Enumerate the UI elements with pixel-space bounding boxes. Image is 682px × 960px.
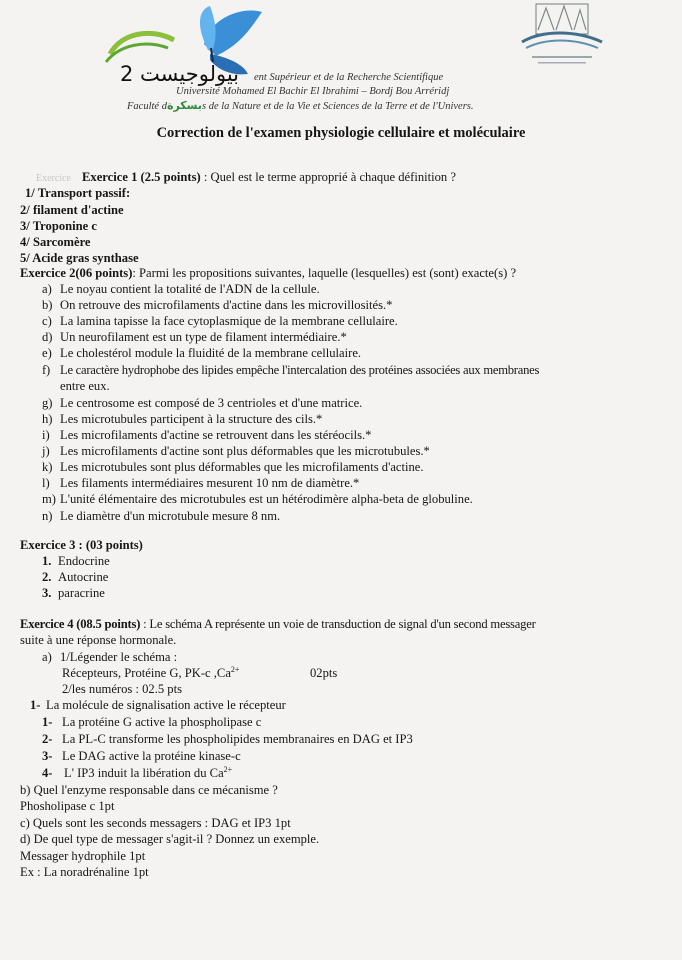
ex1-heading: Exercice 1 (2.5 points) [82, 170, 201, 184]
ex4-heading-line [20, 617, 536, 632]
ex1-answer: 2/ filament d'actine [20, 203, 124, 217]
list-item: c) La lamina tapisse la face cytoplasmique de la membrane cellulaire. [42, 314, 398, 328]
ex2-question: : Parmi les propositions suivantes, laquelle (lesquelles) est (sont) exacte(s) ? [132, 266, 517, 280]
list-item: d) Un neurofilament est un type de filament intermédiaire.* [42, 330, 347, 344]
ex1-answer: 3/ Troponine c [20, 219, 97, 233]
list-item: 1. Endocrine [42, 554, 110, 568]
university-building-icon [516, 0, 608, 70]
brand-arabic-text: بيولوجيست 2 [120, 62, 240, 86]
list-item: 2. Autocrine [42, 570, 109, 584]
list-item: i) Les microfilaments d'actine se retrouvent dans les stéréocils.* [42, 428, 372, 442]
list-item: a) Le noyau contient la totalité de l'ADN de la cellule. [42, 282, 320, 296]
ex1-heading-line [82, 170, 456, 185]
list-item: b) On retrouve des microfilaments d'actine dans les microvillosités.* [42, 298, 393, 312]
header-ministry: ent Supérieur et de la Recherche Scientifique [254, 72, 444, 83]
header-faculty [127, 99, 474, 112]
ex4-b-question: b) Quel l'enzyme responsable dans ce mécanisme ? [20, 783, 278, 797]
ex4-heading: Exercice 4 (08.5 points) [20, 617, 141, 631]
list-item: entre eux. [60, 379, 110, 393]
university-logo [516, 0, 608, 70]
list-item: 1- La molécule de signalisation active le récepteur [30, 698, 286, 712]
ex3-heading: Exercice 3 : (03 points) [20, 538, 143, 552]
ex1-answer: 4/ Sarcomère [20, 235, 91, 249]
ex2-heading: Exercice 2(06 points) [20, 266, 133, 280]
ex4-a-numbers: 2/les numéros : 02.5 pts [62, 682, 182, 696]
list-item: 3. paracrine [42, 586, 105, 600]
list-item: 4- L' IP3 induit la libération du $Ca^{2+}$ [42, 765, 233, 780]
list-item: m) L'unité élémentaire des microtubules est un hétérodimère alpha-beta de globuline. [42, 492, 473, 506]
ex2-heading-line [20, 266, 516, 281]
list-item: k) Les microtubules sont plus déformables que les microfilaments d'actine. [42, 460, 424, 474]
ex4-a-question: a) 1/Légender le schéma : [42, 650, 178, 664]
ex1-answer: 5/ Acide gras synthase [20, 251, 139, 265]
ex4-d-answer: Messager hydrophile 1pt [20, 849, 146, 863]
list-item: 1- La protéine G active la phospholipase c [42, 715, 262, 729]
ex1-answer: 1/ Transport passif: [25, 186, 131, 200]
list-item: 2- La PL-C transforme les phospholipides membranaires en DAG et IP3 [42, 732, 413, 746]
ex4-a-legend: Récepteurs, Protéine G, PK-c $,Ca^{2+}$ [62, 665, 240, 680]
ex4-intro-cont: suite à une réponse hormonale. [20, 633, 177, 647]
ex4-d-question: d) De quel type de messager s'agit-il ? Donnez un exemple. [20, 832, 320, 846]
list-item: n) Le diamètre d'un microtubule mesure 8 nm. [42, 509, 281, 523]
ex4-intro: : Le schéma A représente un voie de transduction de signal d'un second messager [140, 617, 536, 631]
header-faculty-text: s de la Nature et de la Vie et Sciences de la Terre et de l'Univers. [202, 101, 474, 112]
header-faculty-prefix: Faculté d [127, 101, 167, 112]
list-item: l) Les filaments intermédiaires mesurent 10 nm de diamètre.* [42, 476, 360, 490]
ex4-a-points: 02pts [310, 666, 338, 680]
ex1-question: : Quel est le terme approprié à chaque définition ? [200, 170, 456, 184]
list-item: 3- Le DAG active la protéine kinase-c [42, 749, 241, 763]
faint-margin-text: Exercice [36, 173, 71, 184]
brand-subtext: بسكرة [166, 99, 203, 112]
ex4-d-example: Ex : La noradrénaline 1pt [20, 865, 149, 879]
ex4-b-answer: Phosholipase c 1pt [20, 799, 115, 813]
ex4-c-question: c) Quels sont les seconds messagers : DAG et IP3 1pt [20, 816, 291, 830]
page-title: Correction de l'examen physiologie cellulaire et moléculaire [156, 125, 526, 141]
list-item: f) Le caractère hydrophobe des lipides empêche l'intercalation des protéines associées aux membranes [42, 363, 540, 377]
list-item: e) Le cholestérol module la fluidité de la membrane cellulaire. [42, 346, 362, 360]
header-university: Université Mohamed El Bachir El Ibrahimi – Bordj Bou Arréridj [176, 86, 450, 97]
list-item: j) Les microfilaments d'actine sont plus déformables que les microtubules.* [42, 444, 430, 458]
list-item: h) Les microtubules participent à la structure des cils.* [42, 412, 323, 426]
list-item: g) Le centrosome est composé de 3 centrioles et d'une matrice. [42, 396, 363, 410]
